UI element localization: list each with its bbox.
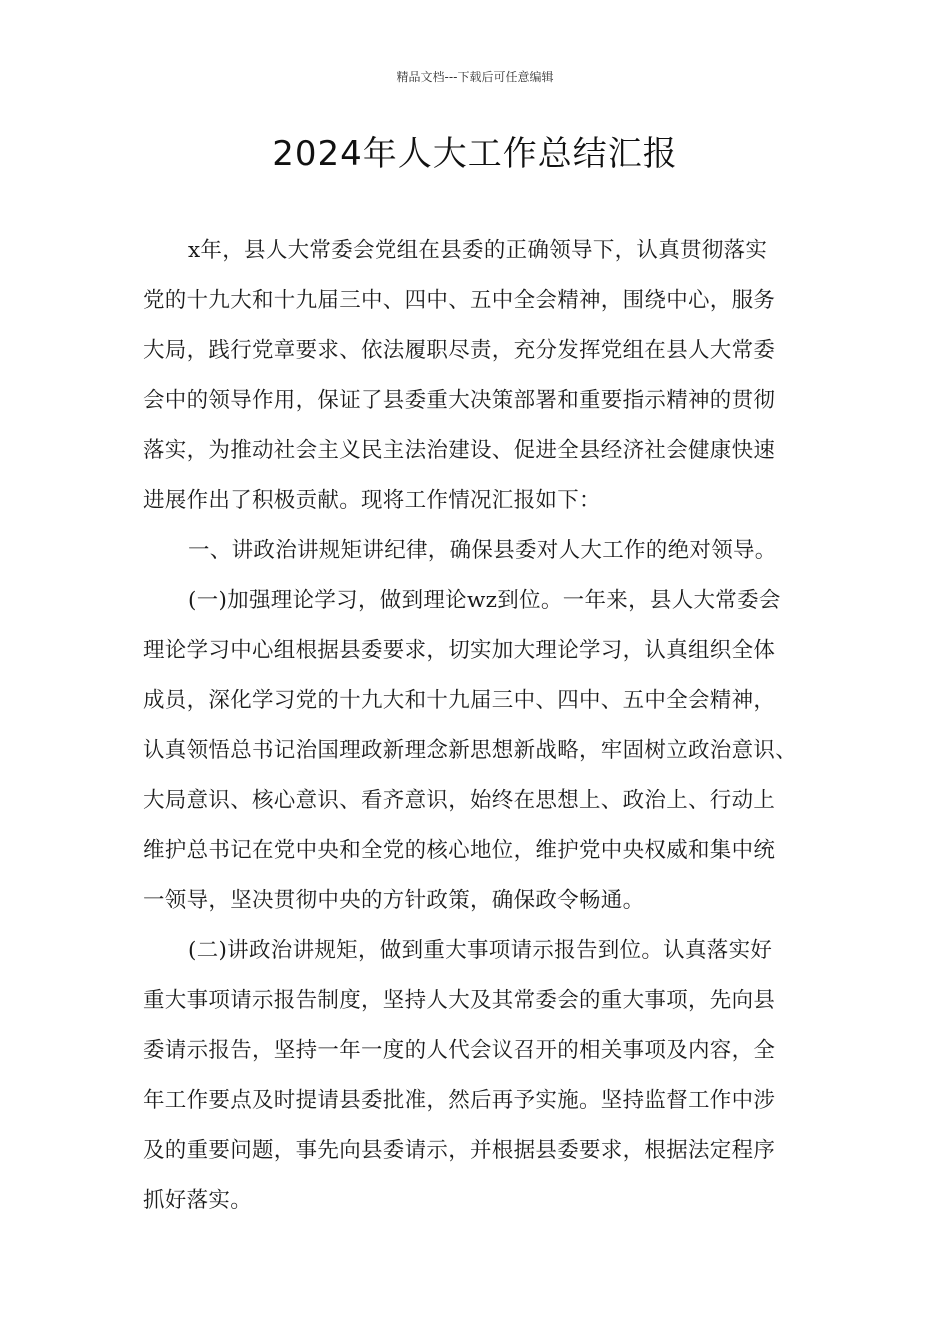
- subsection-1-line-5: 大局意识、核心意识、看齐意识，始终在思想上、政治上、行动上: [143, 788, 776, 813]
- document-body: [143, 226, 803, 1226]
- subsection-2-line-1: (二)讲政治讲规矩，做到重大事项请示报告到位。认真落实好: [188, 938, 773, 963]
- paragraph-intro-line-5: 落实，为推动社会主义民主法治建设、促进全县经济社会健康快速: [143, 438, 776, 463]
- page-header-watermark: 精品文档---下载后可任意编辑: [396, 70, 554, 84]
- subsection-1-line-6: 维护总书记在党中央和全党的核心地位，维护党中央权威和集中统: [143, 838, 776, 863]
- subsection-2-line-3: 委请示报告，坚持一年一度的人代会议召开的相关事项及内容，全: [143, 1038, 776, 1063]
- subsection-2-line-5: 及的重要问题，事先向县委请示，并根据县委要求，根据法定程序: [143, 1138, 776, 1163]
- subsection-2-line-4: 年工作要点及时提请县委批准，然后再予实施。坚持监督工作中涉: [143, 1088, 776, 1113]
- subsection-2-line-2: 重大事项请示报告制度，坚持人大及其常委会的重大事项，先向县: [143, 988, 776, 1013]
- document-title: 2024年人大工作总结汇报: [272, 134, 678, 174]
- paragraph-intro-line-1: x年，县人大常委会党组在县委的正确领导下，认真贯彻落实: [188, 238, 768, 263]
- section-heading-1: 一、讲政治讲规矩讲纪律，确保县委对人大工作的绝对领导。: [188, 538, 777, 563]
- subsection-1-line-7: 一领导，坚决贯彻中央的方针政策，确保政令畅通。: [143, 888, 645, 913]
- subsection-1-line-3: 成员，深化学习党的十九大和十九届三中、四中、五中全会精神，: [143, 688, 776, 713]
- subsection-1-line-2: 理论学习中心组根据县委要求，切实加大理论学习，认真组织全体: [143, 638, 776, 663]
- subsection-1-line-4: 认真领悟总书记治国理政新理念新思想新战略，牢固树立政治意识、: [143, 738, 798, 763]
- paragraph-intro-line-2: 党的十九大和十九届三中、四中、五中全会精神，围绕中心，服务: [143, 288, 776, 313]
- paragraph-intro-line-4: 会中的领导作用，保证了县委重大决策部署和重要指示精神的贯彻: [143, 388, 776, 413]
- subsection-1-line-1: (一)加强理论学习，做到理论wz到位。一年来，县人大常委会: [188, 588, 781, 613]
- paragraph-intro-line-3: 大局，践行党章要求、依法履职尽责，充分发挥党组在县人大常委: [143, 338, 776, 363]
- subsection-2-line-6: 抓好落实。: [143, 1188, 253, 1213]
- paragraph-intro-line-6: 进展作出了积极贡献。现将工作情况汇报如下：: [143, 488, 601, 513]
